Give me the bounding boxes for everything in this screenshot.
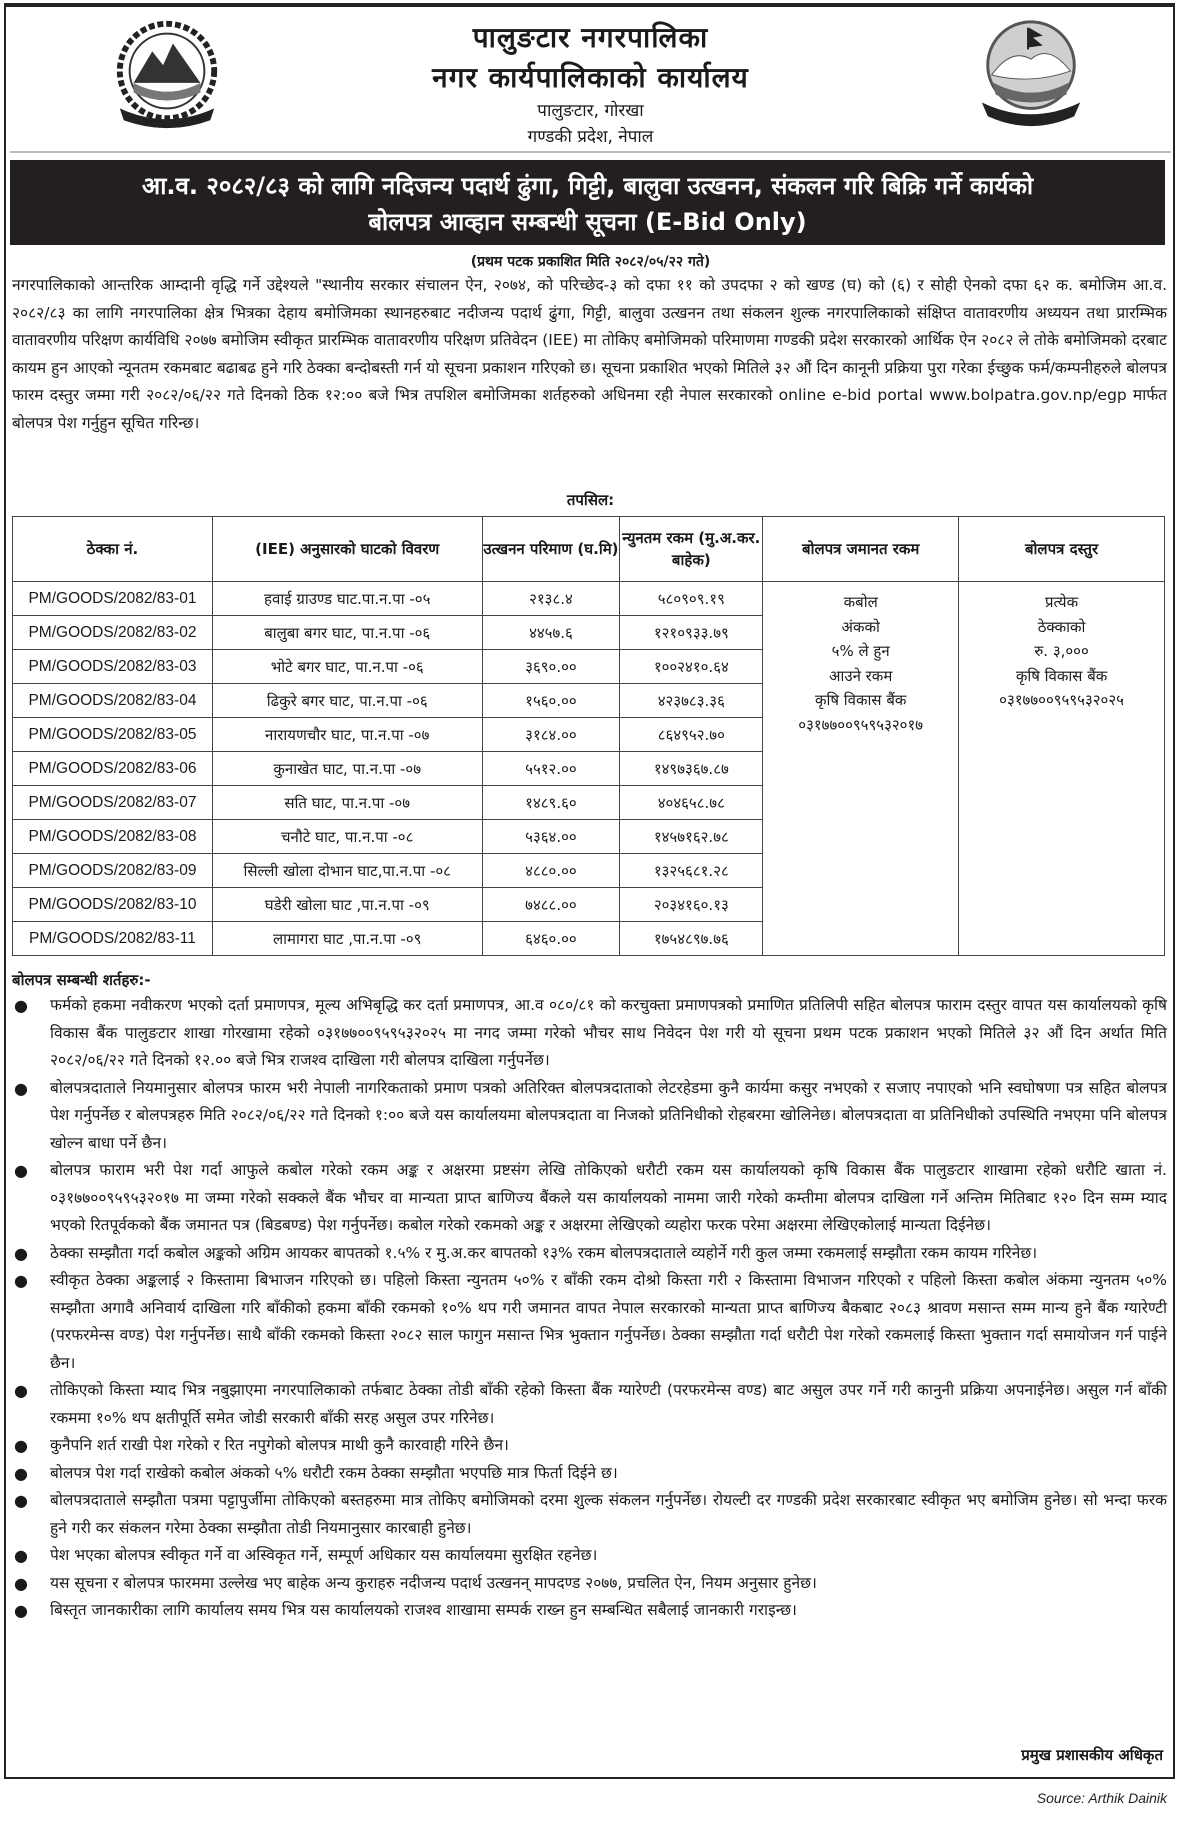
condition-text: बोलपत्र फाराम भरी पेश गर्दा आफुले कबोल गरेको रकम अङ्क र अक्षरमा प्रष्टसंग लेखि तोकिएको धरौटी रकम यस कार्यालयको कृषि विकास बैंक पालुङटार शाखामा रहेको धरौटि खाता नं. ०३१७७००९५९५३२०१७ मा जम्मा गरेको सक्कले बैंक भौचर वा मान्यता प्राप्त बाणिज्य बैंकले यस कार्यालयको नाममा जारी गरेको कम्तीमा बोलपत्र दाखिला गर्ने अन्तिम मितिबाट १२० दिन सम्म म्याद भएको रितपूर्वकको बैंक जमानत पत्र (बिडबण्ड) पेश गर्नुपर्नेछ। कबोल गरेको रकमको अङ्क र अक्षरमा लेखिएको व्यहोरा फरक परेमा अक्षरमा लेखिएकोलाई मान्यता दिईनेछ।: [50, 1161, 1167, 1234]
header-bid-fee: बोलपत्र दस्तुर: [959, 517, 1165, 582]
ghat-name: घडेरी खोला घाट ,पा.न.पा -०९: [212, 888, 482, 922]
volume: १५६०.००: [482, 684, 620, 718]
office-province: गण्डकी प्रदेश, नेपाल: [527, 127, 654, 147]
condition-item: [12, 1377, 1167, 1432]
condition-item: [12, 1267, 1167, 1377]
condition-item: [12, 1487, 1167, 1542]
ghat-name: हवाई ग्राउण्ड घाट.पा.न.पा -०५: [212, 582, 482, 616]
condition-text: तोकिएको किस्ता म्याद भित्र नबुझाएमा नगरपालिकाको तर्फबाट ठेक्का तोडी बाँकी रहेको किस्ता बैंक ग्यारेण्टी (परफरमेन्स वण्ड) बाट असुल उपर गर्ने गरी कानुनी प्रक्रिया अपनाईनेछ। असुल गर्न बाँकी रकममा १०% थप क्षतीपूर्ति समेत जोडी सरकारी बाँकी सरह असुल उपर गरिनेछ।: [50, 1381, 1167, 1427]
bid-security-line: कबोल: [843, 593, 878, 611]
contract-id: PM/GOODS/2082/83-04: [13, 684, 213, 718]
header-minimum-amount: न्युनतम रकम (मु.अ.कर. बाहेक): [620, 517, 763, 582]
ghat-name: नारायणचौर घाट, पा.न.पा -०७: [212, 718, 482, 752]
notice-title-line1: आ.व. २०८२/८३ को लागि नदिजन्य पदार्थ ढुंगा, गिट्टी, बालुवा उत्खनन, संकलन गरि बिक्रि गर्ने कार्यको: [141, 172, 1034, 200]
signatory-title: प्रमुख प्रशासकीय अधिकृत: [1021, 1746, 1163, 1764]
min-amount: १२१०९३३.७९: [620, 616, 763, 650]
contract-id: PM/GOODS/2082/83-03: [13, 650, 213, 684]
bullet-icon: ●: [14, 1601, 28, 1620]
volume: ३१८४.००: [482, 718, 620, 752]
bid-fee-cell: [959, 582, 1165, 956]
bullet-icon: ●: [14, 1381, 28, 1400]
contract-id: PM/GOODS/2082/83-06: [13, 752, 213, 786]
bid-security-account: ०३१७७००९५९५३२०१७: [798, 715, 924, 734]
bullet-icon: ●: [14, 996, 28, 1015]
min-amount: १४९७३६७.८७: [620, 752, 763, 786]
conditions-title: बोलपत्र सम्बन्धी शर्तहरु:-: [12, 971, 151, 989]
volume: ३६९०.००: [482, 650, 620, 684]
municipality-name: पालुङटार नगरपालिका: [472, 21, 709, 54]
condition-text: पेश भएका बोलपत्र स्वीकृत गर्ने वा अस्विकृत गर्ने, सम्पूर्ण अधिकार यस कार्यालयमा सुरक्षित रहनेछ।: [50, 1546, 598, 1564]
table-header-row: [13, 517, 1165, 582]
bid-security-line: कृषि विकास बैंक: [814, 691, 907, 709]
ghat-name: सति घाट, पा.न.पा -०७: [212, 786, 482, 820]
condition-item: [12, 1075, 1167, 1158]
min-amount: ५८०९०९.१९: [620, 582, 763, 616]
table-caption: तपसिल:: [566, 491, 615, 509]
min-amount: १४५७१६२.७८: [620, 820, 763, 854]
ghat-name: लामागरा घाट ,पा.न.पा -०९: [212, 922, 482, 956]
condition-item: [12, 1597, 1167, 1625]
volume: २१३८.४: [482, 582, 620, 616]
bullet-icon: ●: [14, 1243, 28, 1263]
table-row: [13, 582, 1165, 616]
bid-security-cell: [763, 582, 959, 956]
bid-security-line: ५% ले हुन: [831, 642, 890, 660]
bid-fee-line: कृषि विकास बैंक: [1015, 666, 1108, 685]
condition-item: [12, 1432, 1167, 1460]
conditions-list: [12, 992, 1167, 1625]
ghat-name: बालुबा बगर घाट, पा.न.पा -०६: [212, 616, 482, 650]
contract-id: PM/GOODS/2082/83-09: [13, 854, 213, 888]
contract-id: PM/GOODS/2082/83-01: [13, 582, 213, 616]
ghat-name: भोटे बगर घाट, पा.न.पा -०६: [212, 650, 482, 684]
volume: ५३६४.००: [482, 820, 620, 854]
bullet-icon: ●: [14, 1546, 28, 1565]
min-amount: ४०४६५८.७८: [620, 786, 763, 820]
contract-id: PM/GOODS/2082/83-08: [13, 820, 213, 854]
volume: ५५१२.००: [482, 752, 620, 786]
volume: ४८८०.००: [482, 854, 620, 888]
ghat-name: ढिकुरे बगर घाट, पा.न.पा -०६: [212, 684, 482, 718]
condition-text: कुनैपनि शर्त राखी पेश गरेको र रित नपुगेको बोलपत्र माथी कुनै कारवाही गरिने छैन।: [50, 1436, 509, 1454]
contract-id: PM/GOODS/2082/83-11: [13, 922, 213, 956]
contract-id: PM/GOODS/2082/83-02: [13, 616, 213, 650]
bid-fee-line: प्रत्येक: [1045, 593, 1079, 611]
header-bid-security: बोलपत्र जमानत रकम: [763, 517, 959, 582]
condition-item: [12, 1542, 1167, 1570]
condition-item: [12, 1570, 1167, 1598]
source-credit: Source: Arthik Dainik: [1036, 1790, 1167, 1806]
condition-text: फर्मको हकमा नवीकरण भएको दर्ता प्रमाणपत्र, मूल्य अभिबृद्धि कर दर्ता प्रमाणपत्र, आ.व ०८०/८१ को करचुक्ता प्रमाणपत्रको प्रमाणित प्रतिलिपी सहित बोलपत्र फाराम दस्तुर वापत यस कार्यालयको कृषि विकास बैंक पालुङटार शाखा गोरखामा रहेको ०३१७७००९५९५३२०२५ मा नगद जम्मा गरेको भौचर साथ निवेदन पेश गरी यो सूचना प्रथम पटक प्रकाशन भएको मितिले ३२ औं दिन अर्थात मिति २०८२/०६/२२ गते दिनको १२.०० बजे भित्र राजश्व दाखिला गरी बोलपत्र दाखिला गर्नुपर्नेछ।: [50, 996, 1167, 1069]
condition-text: ठेक्का सम्झौता गर्दा कबोल अङ्कको अग्रिम आयकर बापतको १.५% र मु.अ.कर बापतको १३% रकम बोलपत्रदाताले व्यहोर्ने गरी कुल जम्मा रकमलाई सम्झौता रकम कायम गरिनेछ।: [50, 1243, 1038, 1262]
contract-id: PM/GOODS/2082/83-07: [13, 786, 213, 820]
condition-item: [12, 1460, 1167, 1488]
bid-fee-amount: रु. ३,०००: [1034, 642, 1089, 660]
ghat-name: सिल्ली खोला दोभान घाट,पा.न.पा -०८: [212, 854, 482, 888]
volume: १४८९.६०: [482, 786, 620, 820]
published-date: (प्रथम पटक प्रकाशित मिति २०८२/०५/२२ गते): [470, 254, 711, 270]
header-excavation-volume: उत्खनन परिमाण (घ.मि): [482, 517, 620, 582]
bullet-icon: ●: [14, 1078, 28, 1098]
min-amount: १७५४८९७.७६: [620, 922, 763, 956]
condition-text: बोलपत्रदाताले सम्झौता पत्रमा पट्टापुर्जीमा तोकिएको बस्तहरुमा मात्र तोकिए बमोजिमको दरमा शुल्क संकलन गर्नुपर्नेछ। रोयल्टी दर गण्डकी प्रदेश सरकारबाट स्वीकृत भए बमोजिम हुनेछ। सो भन्दा फरक हुने गरी कर संकलन गरेमा ठेक्का सम्झौता तोडी नियमानुसार कारबाही हुनेछ।: [50, 1491, 1167, 1537]
volume: ७४८८.००: [482, 888, 620, 922]
ghat-name: कुनाखेत घाट, पा.न.पा -०७: [212, 752, 482, 786]
notice-header: [0, 0, 1181, 150]
min-amount: १३२५६८१.२८: [620, 854, 763, 888]
ghat-name: चनौटे घाट, पा.न.पा -०८: [212, 820, 482, 854]
bullet-icon: ●: [14, 1463, 28, 1483]
palungtar-municipality-logo-icon: [972, 14, 1090, 132]
intro-paragraph: नगरपालिकाको आन्तरिक आम्दानी वृद्धि गर्ने उद्देश्यले "स्थानीय सरकार संचालन ऐन, २०७४, को परिच्छेद-३ को दफा ११ को उपदफा २ को खण्ड (घ) को (६) र सोही ऐनको दफा ६२ क. बमोजिम आ.व. २०८२/८३ का लागि नगरपालिका क्षेत्र भित्रका देहाय बमोजिमका स्थानहरुबाट नदीजन्य पदार्थ ढुंगा, गिट्टी, बालुवा उत्खनन तथा संकलन शुल्क नगरपालिकाको संक्षिप्त वातावरणीय अध्ययन तथा प्रारम्भिक वातावरणीय परिक्षण कार्यविधि २०७७ बमोजिम स्वीकृत प्रारम्भिक वातावरणीय परिक्षण प्रतिवेदन (IEE) मा तोकिए बमोजिमको परिमाणमा गण्डकी प्रदेश सरकारको आर्थिक ऐन २०८२ ले तोके बमोजिमको दरबाट कायम हुन आएको न्यूनतम रकमबाट बढाबढ हुने गरि ठेक्का बन्दोबस्ती गर्न यो सूचना प्रकाशन गरिएको छ। सूचना प्रकाशित भएको मितिले ३२ औं दिन कानूनी प्रक्रिया पुरा गरेका ईच्छुक फर्म/कम्पनीहरुले बोलपत्र फारम दस्तुर जम्मा गरी २०८२/०६/२२ गते दिनको ठिक १२:०० बजे भित्र तपशिल बमोजिमका शर्तहरुको अधिनमा रही नेपाल सरकारको online e-bid portal www.bolpatra.gov.np/egp मार्फत बोलपत्र पेश गर्नुहुन सूचित गरिन्छ।: [12, 276, 1167, 432]
office-location: पालुङटार, गोरखा: [537, 101, 644, 121]
office-name: नगर कार्यपालिकाको कार्यालय: [432, 61, 749, 94]
condition-text: बोलपत्र पेश गर्दा राखेको कबोल अंकको ५% धरौटी रकम ठेक्का सम्झौता भएपछि मात्र फिर्ता दिईने छ।: [50, 1463, 618, 1482]
condition-item: [12, 1240, 1167, 1268]
bid-security-line: अंकको: [841, 617, 880, 636]
header-divider: [10, 151, 1171, 153]
header-ghat-description: (IEE) अनुसारको घाटको विवरण: [212, 517, 482, 582]
condition-item: [12, 992, 1167, 1075]
condition-text: बिस्तृत जानकारीका लागि कार्यालय समय भित्र यस कार्यालयको राजश्व शाखामा सम्पर्क राख्न हुन सम्बन्धित सबैलाई जानकारी गराइन्छ।: [50, 1601, 797, 1619]
bid-details-table: [12, 516, 1165, 956]
bullet-icon: ●: [14, 1491, 28, 1510]
min-amount: ४२३७८३.३६: [620, 684, 763, 718]
bid-security-line: आउने रकम: [829, 666, 893, 685]
header-contract-no: ठेक्का नं.: [13, 517, 213, 582]
bullet-icon: ●: [14, 1436, 28, 1455]
bid-fee-line: ठेक्काको: [1037, 617, 1086, 636]
notice-title-line2: बोलपत्र आव्हान सम्बन्धी सूचना (E-Bid Only): [368, 208, 807, 236]
notice-title-banner: [10, 160, 1165, 245]
bid-fee-account: ०३१७७००९५९५३२०२५: [999, 691, 1124, 709]
condition-item: [12, 1157, 1167, 1240]
min-amount: १००२४१०.६४: [620, 650, 763, 684]
bullet-icon: ●: [14, 1573, 28, 1593]
bullet-icon: ●: [14, 1161, 28, 1180]
bullet-icon: ●: [14, 1271, 28, 1290]
condition-text: यस सूचना र बोलपत्र फारममा उल्लेख भए बाहेक अन्य कुराहरु नदीजन्य पदार्थ उत्खनन् मापदण्ड २०७७, प्रचलित ऐन, नियम अनुसार हुनेछ।: [50, 1573, 817, 1592]
contract-id: PM/GOODS/2082/83-05: [13, 718, 213, 752]
volume: ४४५७.६: [482, 616, 620, 650]
volume: ६४६०.००: [482, 922, 620, 956]
min-amount: ८६४९५२.७०: [620, 718, 763, 752]
condition-text: बोलपत्रदाताले नियमानुसार बोलपत्र फारम भरी नेपाली नागरिकताको प्रमाण पत्रको अतिरिक्त बोलपत्रदाताको लेटरहेडमा कुनै कार्यमा कसुर नभएको र सजाए नपाएको भनि स्वघोषणा पत्र सहित बोलपत्र पेश गर्नुपर्नेछ र बोलपत्रहरु मिति २०८२/०६/२२ गते दिनको १:०० बजे यस कार्यालयमा बोलपत्रदाता वा निजको प्रतिनिधीको रोहबरमा खोलिनेछ। बोलपत्रदाता वा प्रतिनिधीको उपस्थिति नभएमा पनि बोलपत्र खोल्न बाधा पर्ने छैन।: [50, 1078, 1167, 1152]
condition-text: स्वीकृत ठेक्का अङ्कलाई २ किस्तामा बिभाजन गरिएको छ। पहिलो किस्ता न्युनतम ५०% र बाँकी रकम दोश्रो किस्ता गरी २ किस्तामा विभाजन गरिएको र पहिलो किस्ता कबोल अंकमा न्युनतम ५०% सम्झौता अगावै अनिवार्य दाखिला गरि बाँकीको हकमा बाँकी रकमको १०% थप गरी जमानत वापत नेपाल सरकारको मान्यता प्राप्त बाणिज्य बैकबाट २०८३ श्रावण मसान्त सम्म मान्य हुने बैंक ग्यारेण्टी (परफरमेन्स वण्ड) पेश गर्नुपर्नेछ। साथै बाँकी रकमको किस्ता २०८२ साल फागुन मसान्त भित्र भुक्तान गर्नुपर्नेछ। ठेक्का सम्झौता गर्दा धरौटी पेश गरेको रकमलाई किस्ता भुक्तान गर्दा समायोजन गर्न पाईने छैन।: [50, 1271, 1167, 1372]
min-amount: २०३४१६०.१३: [620, 888, 763, 922]
contract-id: PM/GOODS/2082/83-10: [13, 888, 213, 922]
